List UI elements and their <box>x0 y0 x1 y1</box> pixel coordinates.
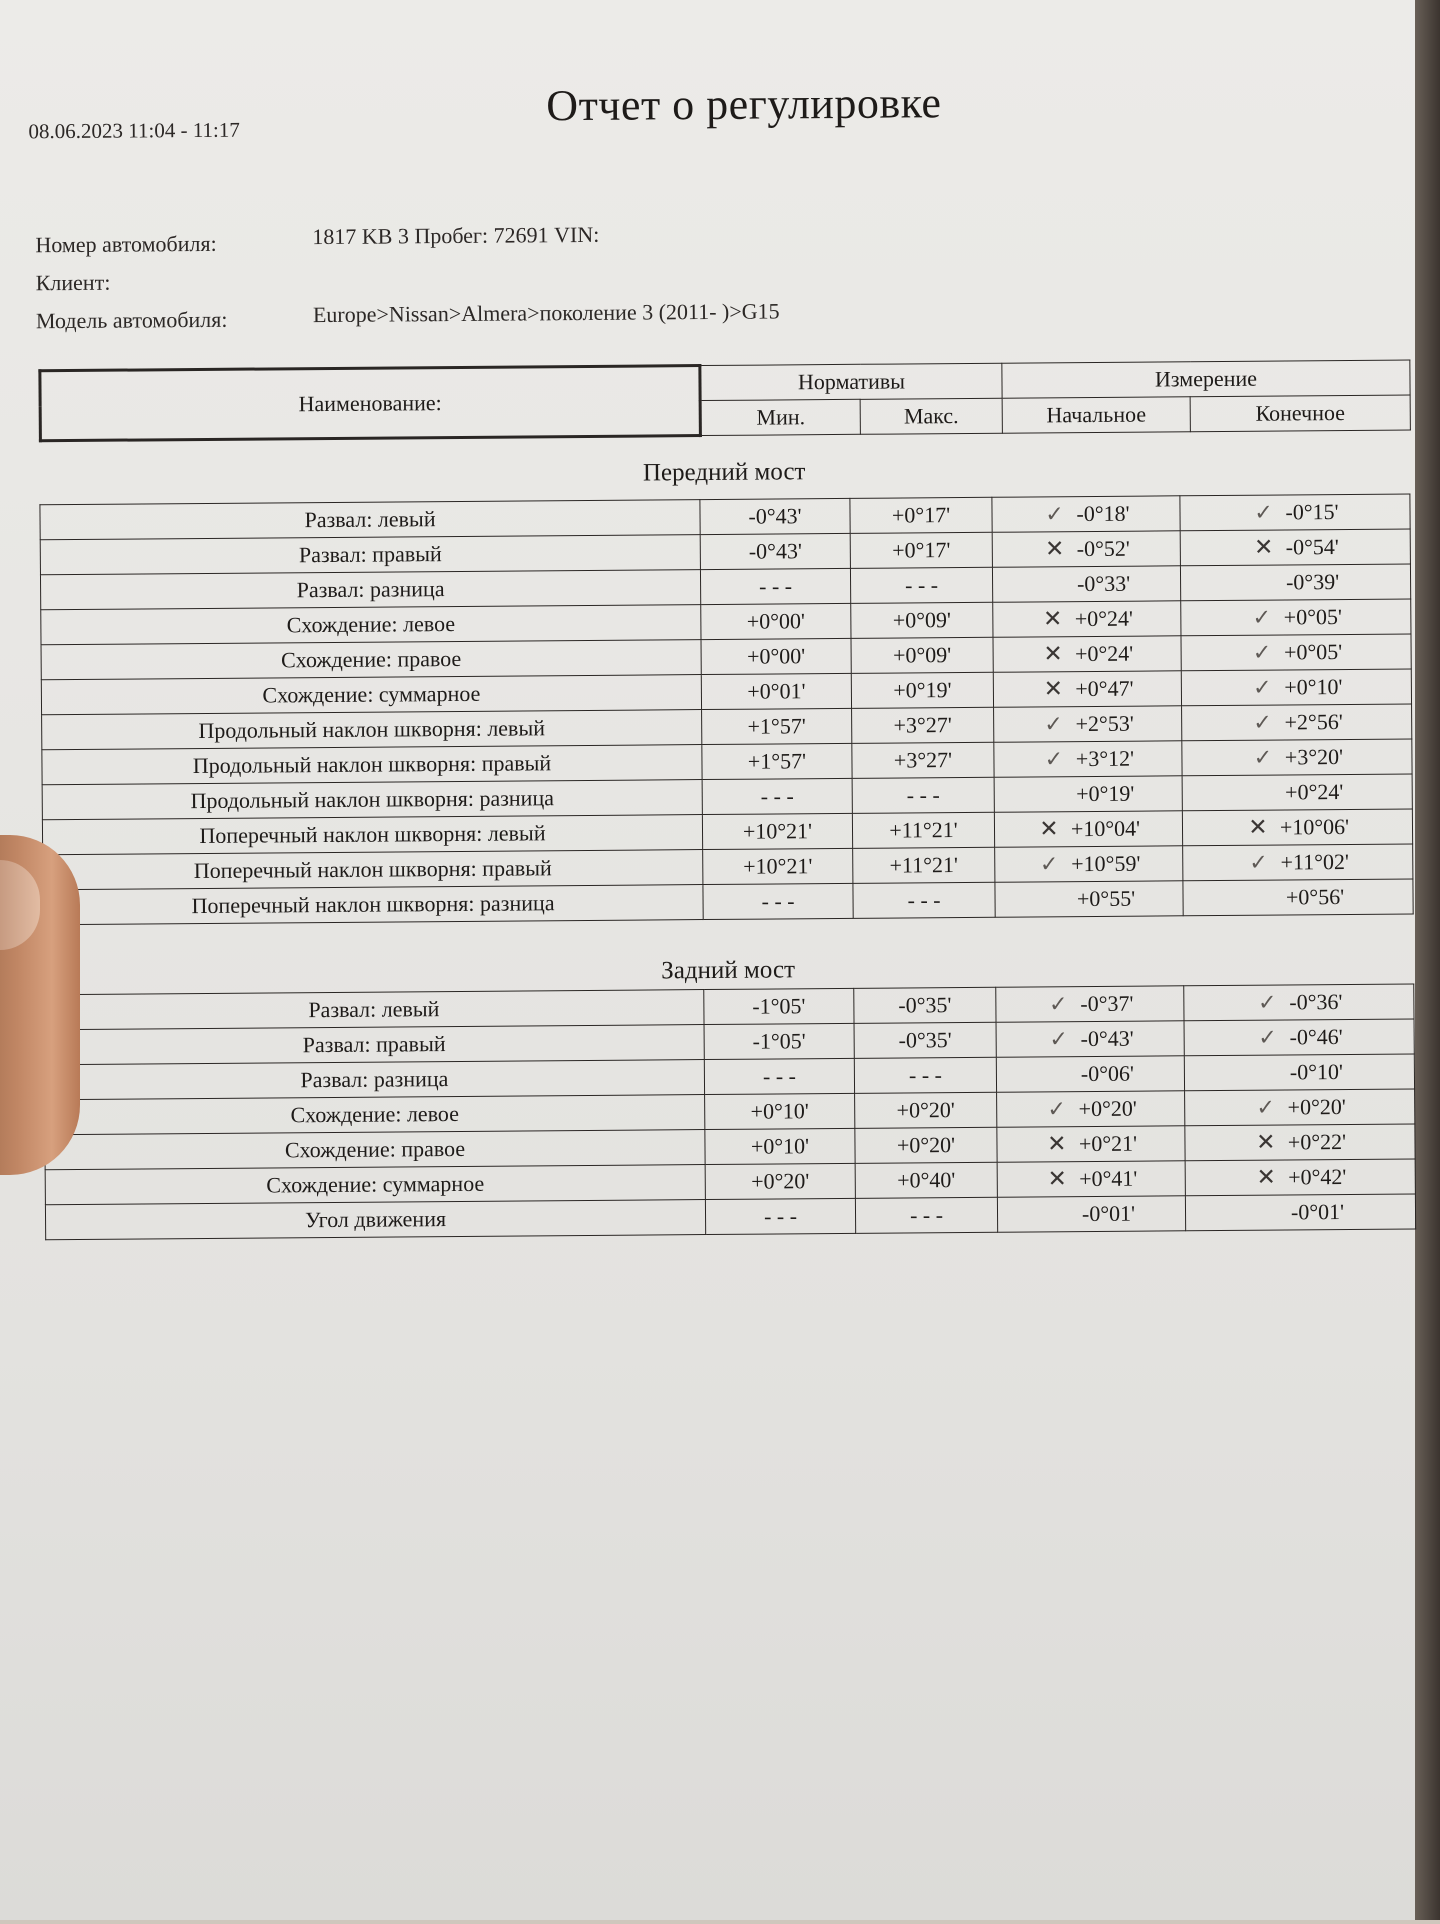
row-initial-text: -0°01' <box>1082 1201 1135 1226</box>
row-initial <box>992 566 1180 602</box>
row-max <box>851 637 993 673</box>
row-name <box>41 640 701 680</box>
row-min-text: +0°01' <box>747 678 805 703</box>
row-name-text: Схождение: левое <box>290 1101 459 1127</box>
row-initial-text: -0°52' <box>1077 536 1130 561</box>
row-max-text: - - - <box>910 1202 943 1227</box>
rear-axle-title: Задний мост <box>43 951 1413 990</box>
row-final-text: +0°10' <box>1284 674 1342 699</box>
row-max <box>855 1197 997 1233</box>
row-initial-text: -0°37' <box>1080 991 1133 1016</box>
row-name <box>42 815 702 855</box>
row-min-text: - - - <box>764 1203 797 1228</box>
row-min-text: - - - <box>761 783 794 808</box>
check-icon: ✓ <box>1250 710 1274 736</box>
row-final <box>1180 529 1410 566</box>
row-max <box>852 742 994 778</box>
check-icon: ✓ <box>1246 850 1270 876</box>
row-name <box>40 500 700 540</box>
row-initial-text: +10°59' <box>1071 851 1140 877</box>
row-max <box>850 532 992 568</box>
row-final-text: -0°01' <box>1291 1199 1344 1224</box>
row-min <box>704 1058 854 1094</box>
row-min-text: +1°57' <box>748 748 806 773</box>
row-initial-text: +0°20' <box>1079 1096 1137 1121</box>
row-initial <box>996 1056 1184 1092</box>
row-final-text: -0°54' <box>1286 534 1339 559</box>
row-name-text: Продольный наклон шкворня: правый <box>193 750 552 778</box>
row-min <box>701 603 851 639</box>
row-name-text: Развал: правый <box>303 1031 446 1057</box>
client-label: Клиент: <box>36 270 111 297</box>
row-min-text: +1°57' <box>747 713 805 738</box>
cross-icon: ✕ <box>1254 1130 1278 1156</box>
row-final <box>1180 494 1410 531</box>
row-max-text: +0°19' <box>893 677 951 702</box>
header-measure: Измерение <box>1002 360 1410 398</box>
row-max-text: +0°20' <box>897 1097 955 1122</box>
row-final-text: +0°22' <box>1288 1129 1346 1154</box>
row-max <box>853 882 995 918</box>
row-final-text: +10°06' <box>1280 814 1349 840</box>
row-max-text: +3°27' <box>893 712 951 737</box>
row-name <box>41 675 701 715</box>
row-min-text: -1°05' <box>752 993 805 1018</box>
row-min <box>704 1023 854 1059</box>
row-initial-text: +0°24' <box>1075 606 1133 631</box>
row-initial-text: +0°21' <box>1079 1131 1137 1156</box>
row-final-text: +0°24' <box>1285 779 1343 804</box>
row-initial-text: +0°24' <box>1075 641 1133 666</box>
cross-icon: ✕ <box>1045 1131 1069 1157</box>
cross-icon: ✕ <box>1041 676 1065 702</box>
row-name-text: Схождение: правое <box>281 646 461 672</box>
car-number-label: Номер автомобиля: <box>35 231 216 258</box>
row-initial <box>992 496 1180 532</box>
row-min-text: +0°00' <box>747 608 805 633</box>
row-initial <box>993 636 1181 672</box>
row-min-text: -0°43' <box>748 503 801 528</box>
row-initial-text: -0°33' <box>1077 571 1130 596</box>
row-min-text: +0°20' <box>751 1168 809 1193</box>
row-final <box>1185 1194 1415 1231</box>
cross-icon: ✕ <box>1246 815 1270 841</box>
row-final-text: +0°05' <box>1284 604 1342 629</box>
check-icon: ✓ <box>1042 746 1066 772</box>
row-name-text: Схождение: суммарное <box>266 1171 484 1198</box>
row-initial-text: -0°43' <box>1081 1026 1134 1051</box>
row-name <box>40 570 700 610</box>
report-datetime: 08.06.2023 11:04 - 11:17 <box>28 118 240 145</box>
row-name-text: Продольный наклон шкворня: левый <box>198 715 545 743</box>
row-name-text: Поперечный наклон шкворня: разница <box>192 890 555 918</box>
check-icon: ✓ <box>1045 1096 1069 1122</box>
report-content <box>25 0 1420 1924</box>
row-min-text: +0°10' <box>751 1133 809 1158</box>
row-name <box>42 710 702 750</box>
row-initial <box>997 1126 1185 1162</box>
row-final-text: -0°46' <box>1289 1024 1342 1049</box>
row-max-text: - - - <box>907 782 940 807</box>
row-final <box>1182 809 1412 846</box>
row-final <box>1181 669 1411 706</box>
row-final <box>1181 634 1411 671</box>
row-final-text: +11°02' <box>1280 849 1349 875</box>
row-initial-text: +3°12' <box>1076 746 1134 771</box>
row-min-text: +0°10' <box>751 1098 809 1123</box>
row-final <box>1185 1089 1415 1126</box>
row-final-text: -0°36' <box>1289 989 1342 1014</box>
row-max-text: +0°40' <box>897 1167 955 1192</box>
row-min <box>705 1163 855 1199</box>
report-title: Отчет о регулировке <box>546 77 942 131</box>
header-initial: Начальное <box>1002 397 1190 433</box>
row-max-text: +0°09' <box>893 607 951 632</box>
row-initial <box>994 811 1182 847</box>
row-final <box>1184 984 1414 1021</box>
row-min-text: - - - <box>761 888 794 913</box>
row-name-text: Продольный наклон шкворня: разница <box>190 785 554 813</box>
row-min <box>701 638 851 674</box>
row-final-text: +2°56' <box>1284 709 1342 734</box>
row-name-text: Развал: правый <box>299 541 442 567</box>
row-initial-text: +0°41' <box>1079 1166 1137 1191</box>
row-final <box>1182 739 1412 776</box>
row-name-text: Поперечный наклон шкворня: правый <box>194 855 552 883</box>
check-icon: ✓ <box>1041 711 1065 737</box>
check-icon: ✓ <box>1255 990 1279 1016</box>
row-min-text: +0°00' <box>747 643 805 668</box>
row-initial <box>994 776 1182 812</box>
row-initial <box>997 1161 1185 1197</box>
row-final-text: +3°20' <box>1285 744 1343 769</box>
check-icon: ✓ <box>1250 675 1274 701</box>
row-name-text: Развал: разница <box>300 1066 448 1092</box>
row-min <box>702 708 852 744</box>
row-initial <box>997 1196 1185 1232</box>
row-max-text: +0°17' <box>892 502 950 527</box>
cross-icon: ✕ <box>1252 535 1276 561</box>
row-max <box>854 1022 996 1058</box>
cross-icon: ✕ <box>1041 641 1065 667</box>
header-name: Наименование: <box>40 366 701 441</box>
table-header <box>38 358 1411 442</box>
row-initial-text: -0°06' <box>1081 1061 1134 1086</box>
row-min <box>700 568 850 604</box>
cross-icon: ✕ <box>1041 606 1065 632</box>
row-min <box>701 673 851 709</box>
row-initial <box>995 881 1183 917</box>
check-icon: ✓ <box>1250 640 1274 666</box>
header-max: Макс. <box>860 398 1002 434</box>
row-final-text: +0°05' <box>1284 639 1342 664</box>
check-icon: ✓ <box>1037 851 1061 877</box>
row-name <box>45 1200 705 1240</box>
row-initial-text: +0°47' <box>1075 676 1133 701</box>
row-final <box>1181 599 1411 636</box>
row-final-text: +0°20' <box>1288 1094 1346 1119</box>
row-max <box>855 1092 997 1128</box>
check-icon: ✓ <box>1254 1095 1278 1121</box>
row-initial <box>996 1021 1184 1057</box>
row-name <box>42 780 702 820</box>
row-name <box>45 1095 705 1135</box>
row-min <box>700 498 850 534</box>
row-min <box>703 848 853 884</box>
row-name <box>44 990 704 1030</box>
row-max-text: -0°35' <box>899 1027 952 1052</box>
row-final <box>1183 844 1413 881</box>
front-axle-table <box>39 493 1413 925</box>
row-min <box>700 533 850 569</box>
check-icon: ✓ <box>1042 501 1066 527</box>
header-norms: Нормативы <box>700 363 1002 400</box>
row-name <box>42 745 702 785</box>
row-initial <box>995 846 1183 882</box>
header-final: Конечное <box>1190 395 1410 432</box>
row-max-text: +11°21' <box>889 852 958 878</box>
row-initial-text: +2°53' <box>1075 711 1133 736</box>
row-initial-text: +10°04' <box>1071 816 1140 842</box>
row-name <box>40 535 700 575</box>
row-final <box>1184 1019 1414 1056</box>
car-number-value: 1817 KB 3 Пробег: 72691 VIN: <box>312 222 599 250</box>
row-initial <box>994 706 1182 742</box>
row-max <box>852 707 994 743</box>
check-icon: ✓ <box>1250 605 1274 631</box>
row-final <box>1182 774 1412 811</box>
row-min-text: -1°05' <box>753 1028 806 1053</box>
row-max <box>855 1162 997 1198</box>
row-final <box>1183 879 1413 916</box>
row-final <box>1182 704 1412 741</box>
row-min-text: +10°21' <box>743 818 812 844</box>
row-final <box>1180 564 1410 601</box>
row-min-text: -0°43' <box>749 538 802 563</box>
row-name-text: Развал: левый <box>308 996 439 1022</box>
cross-icon: ✕ <box>1045 1166 1069 1192</box>
row-min <box>702 778 852 814</box>
row-final-text: +0°56' <box>1286 884 1344 909</box>
row-max-text: - - - <box>909 1062 942 1087</box>
row-min <box>703 883 853 919</box>
cross-icon: ✕ <box>1043 536 1067 562</box>
row-initial <box>993 601 1181 637</box>
row-name-text: Развал: разница <box>297 576 445 602</box>
row-max-text: +11°21' <box>889 817 958 843</box>
row-initial-text: +0°55' <box>1077 886 1135 911</box>
row-min-text: +10°21' <box>743 853 812 879</box>
row-initial-text: -0°18' <box>1076 501 1129 526</box>
row-name <box>45 1130 705 1170</box>
row-name-text: Схождение: суммарное <box>262 681 480 708</box>
row-max <box>855 1127 997 1163</box>
row-name-text: Поперечный наклон шкворня: левый <box>199 820 545 848</box>
header-min: Мин. <box>700 399 860 435</box>
row-max-text: -0°35' <box>898 992 951 1017</box>
row-max <box>854 987 996 1023</box>
row-final-text: -0°39' <box>1286 569 1339 594</box>
row-initial <box>992 531 1180 567</box>
row-final <box>1185 1124 1415 1161</box>
row-final-text: -0°15' <box>1285 499 1338 524</box>
row-name <box>43 850 703 890</box>
row-min <box>704 988 854 1024</box>
row-initial <box>994 741 1182 777</box>
row-min <box>705 1128 855 1164</box>
row-max <box>851 602 993 638</box>
row-min-text: - - - <box>759 573 792 598</box>
row-max-text: - - - <box>905 572 938 597</box>
row-name-text: Угол движения <box>305 1206 446 1232</box>
row-initial <box>993 671 1181 707</box>
row-min-text: - - - <box>763 1063 796 1088</box>
check-icon: ✓ <box>1251 745 1275 771</box>
row-max <box>852 777 994 813</box>
row-min <box>705 1093 855 1129</box>
model-label: Модель автомобиля: <box>36 307 228 335</box>
row-max <box>850 567 992 603</box>
row-max-text: +3°27' <box>894 747 952 772</box>
row-name-text: Развал: левый <box>304 506 435 532</box>
row-name <box>41 605 701 645</box>
model-value: Europe>Nissan>Almera>поколение 3 (2011- )>G15 <box>313 298 780 328</box>
row-max <box>850 497 992 533</box>
row-name <box>45 1165 705 1205</box>
check-icon: ✓ <box>1047 1026 1071 1052</box>
row-max-text: +0°20' <box>897 1132 955 1157</box>
cross-icon: ✕ <box>1254 1165 1278 1191</box>
row-min <box>702 743 852 779</box>
row-max <box>852 812 994 848</box>
row-max <box>851 672 993 708</box>
row-max-text: - - - <box>907 887 940 912</box>
row-max <box>853 847 995 883</box>
row-final <box>1184 1054 1414 1091</box>
rear-axle-table <box>43 983 1416 1240</box>
row-max-text: +0°09' <box>893 642 951 667</box>
row-min <box>705 1198 855 1234</box>
row-name-text: Схождение: правое <box>285 1136 465 1162</box>
cross-icon: ✕ <box>1037 816 1061 842</box>
row-max <box>854 1057 996 1093</box>
row-max-text: +0°17' <box>892 537 950 562</box>
row-initial-text: +0°19' <box>1076 781 1134 806</box>
row-name <box>44 1025 704 1065</box>
row-initial <box>997 1091 1185 1127</box>
check-icon: ✓ <box>1255 1025 1279 1051</box>
check-icon: ✓ <box>1251 500 1275 526</box>
row-final-text: +0°42' <box>1288 1164 1346 1189</box>
row-min <box>702 813 852 849</box>
row-final <box>1185 1159 1415 1196</box>
row-final-text: -0°10' <box>1290 1059 1343 1084</box>
row-name <box>44 1060 704 1100</box>
row-initial <box>996 986 1184 1022</box>
row-name <box>43 885 703 925</box>
front-axle-title: Передний мост <box>39 454 1409 493</box>
row-name-text: Схождение: левое <box>287 611 456 637</box>
check-icon: ✓ <box>1046 991 1070 1017</box>
